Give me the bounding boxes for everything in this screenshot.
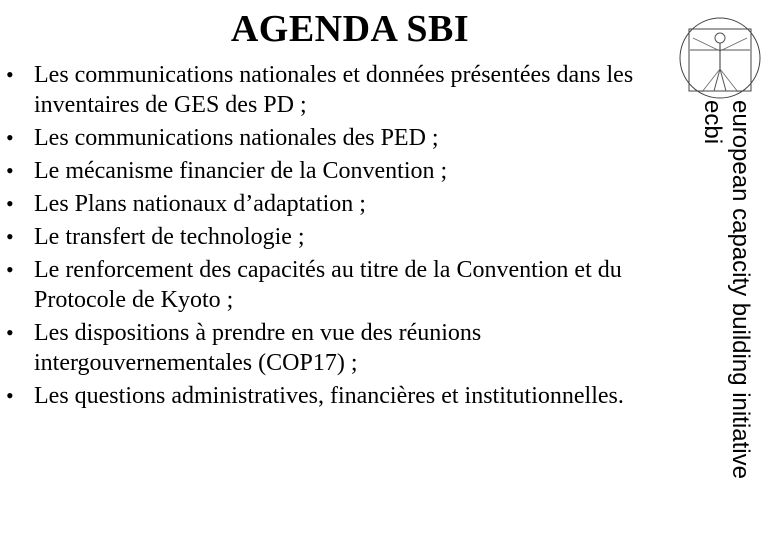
organization-name — [690, 100, 754, 520]
agenda-item — [0, 381, 670, 411]
bullet-icon: • — [6, 62, 14, 87]
bullet-icon: • — [6, 224, 14, 249]
agenda-item — [0, 156, 670, 186]
bullet-icon: • — [6, 125, 14, 150]
bullet-icon: • — [6, 158, 14, 183]
agenda-item-text: Les Plans nationaux d’adaptation ; — [34, 191, 366, 217]
agenda-list — [0, 60, 670, 414]
agenda-item — [0, 60, 670, 120]
agenda-item-text: Le mécanisme financier de la Convention ; — [34, 158, 448, 184]
agenda-item-text: Les questions administratives, financières et institutionnelles. — [34, 383, 624, 409]
agenda-item-text: Les communications nationales et données présentées dans les inventaires de GES des PD ; — [34, 62, 634, 118]
bullet-icon: • — [6, 191, 14, 216]
agenda-item — [0, 255, 670, 315]
agenda-item — [0, 222, 670, 252]
bullet-icon: • — [6, 257, 14, 282]
agenda-item-text: Les communications nationales des PED ; — [34, 125, 439, 151]
agenda-item — [0, 123, 670, 153]
agenda-item — [0, 189, 670, 219]
agenda-item-text: Les dispositions à prendre en vue des réunions intergouvernementales (COP17) ; — [34, 320, 482, 376]
slide-title: AGENDA SBI — [230, 8, 470, 50]
agenda-item-text: Le transfert de technologie ; — [34, 224, 305, 250]
vitruvian-man-icon — [676, 14, 764, 102]
bullet-icon: • — [6, 383, 14, 408]
agenda-item — [0, 318, 670, 378]
agenda-item-text: Le renforcement des capacités au titre de la Convention et du Protocole de Kyoto ; — [34, 257, 622, 313]
bullet-icon: • — [6, 320, 14, 345]
organization-full-name: european capacity building initiative — [727, 100, 754, 479]
organization-acronym: ecbi — [699, 100, 726, 145]
